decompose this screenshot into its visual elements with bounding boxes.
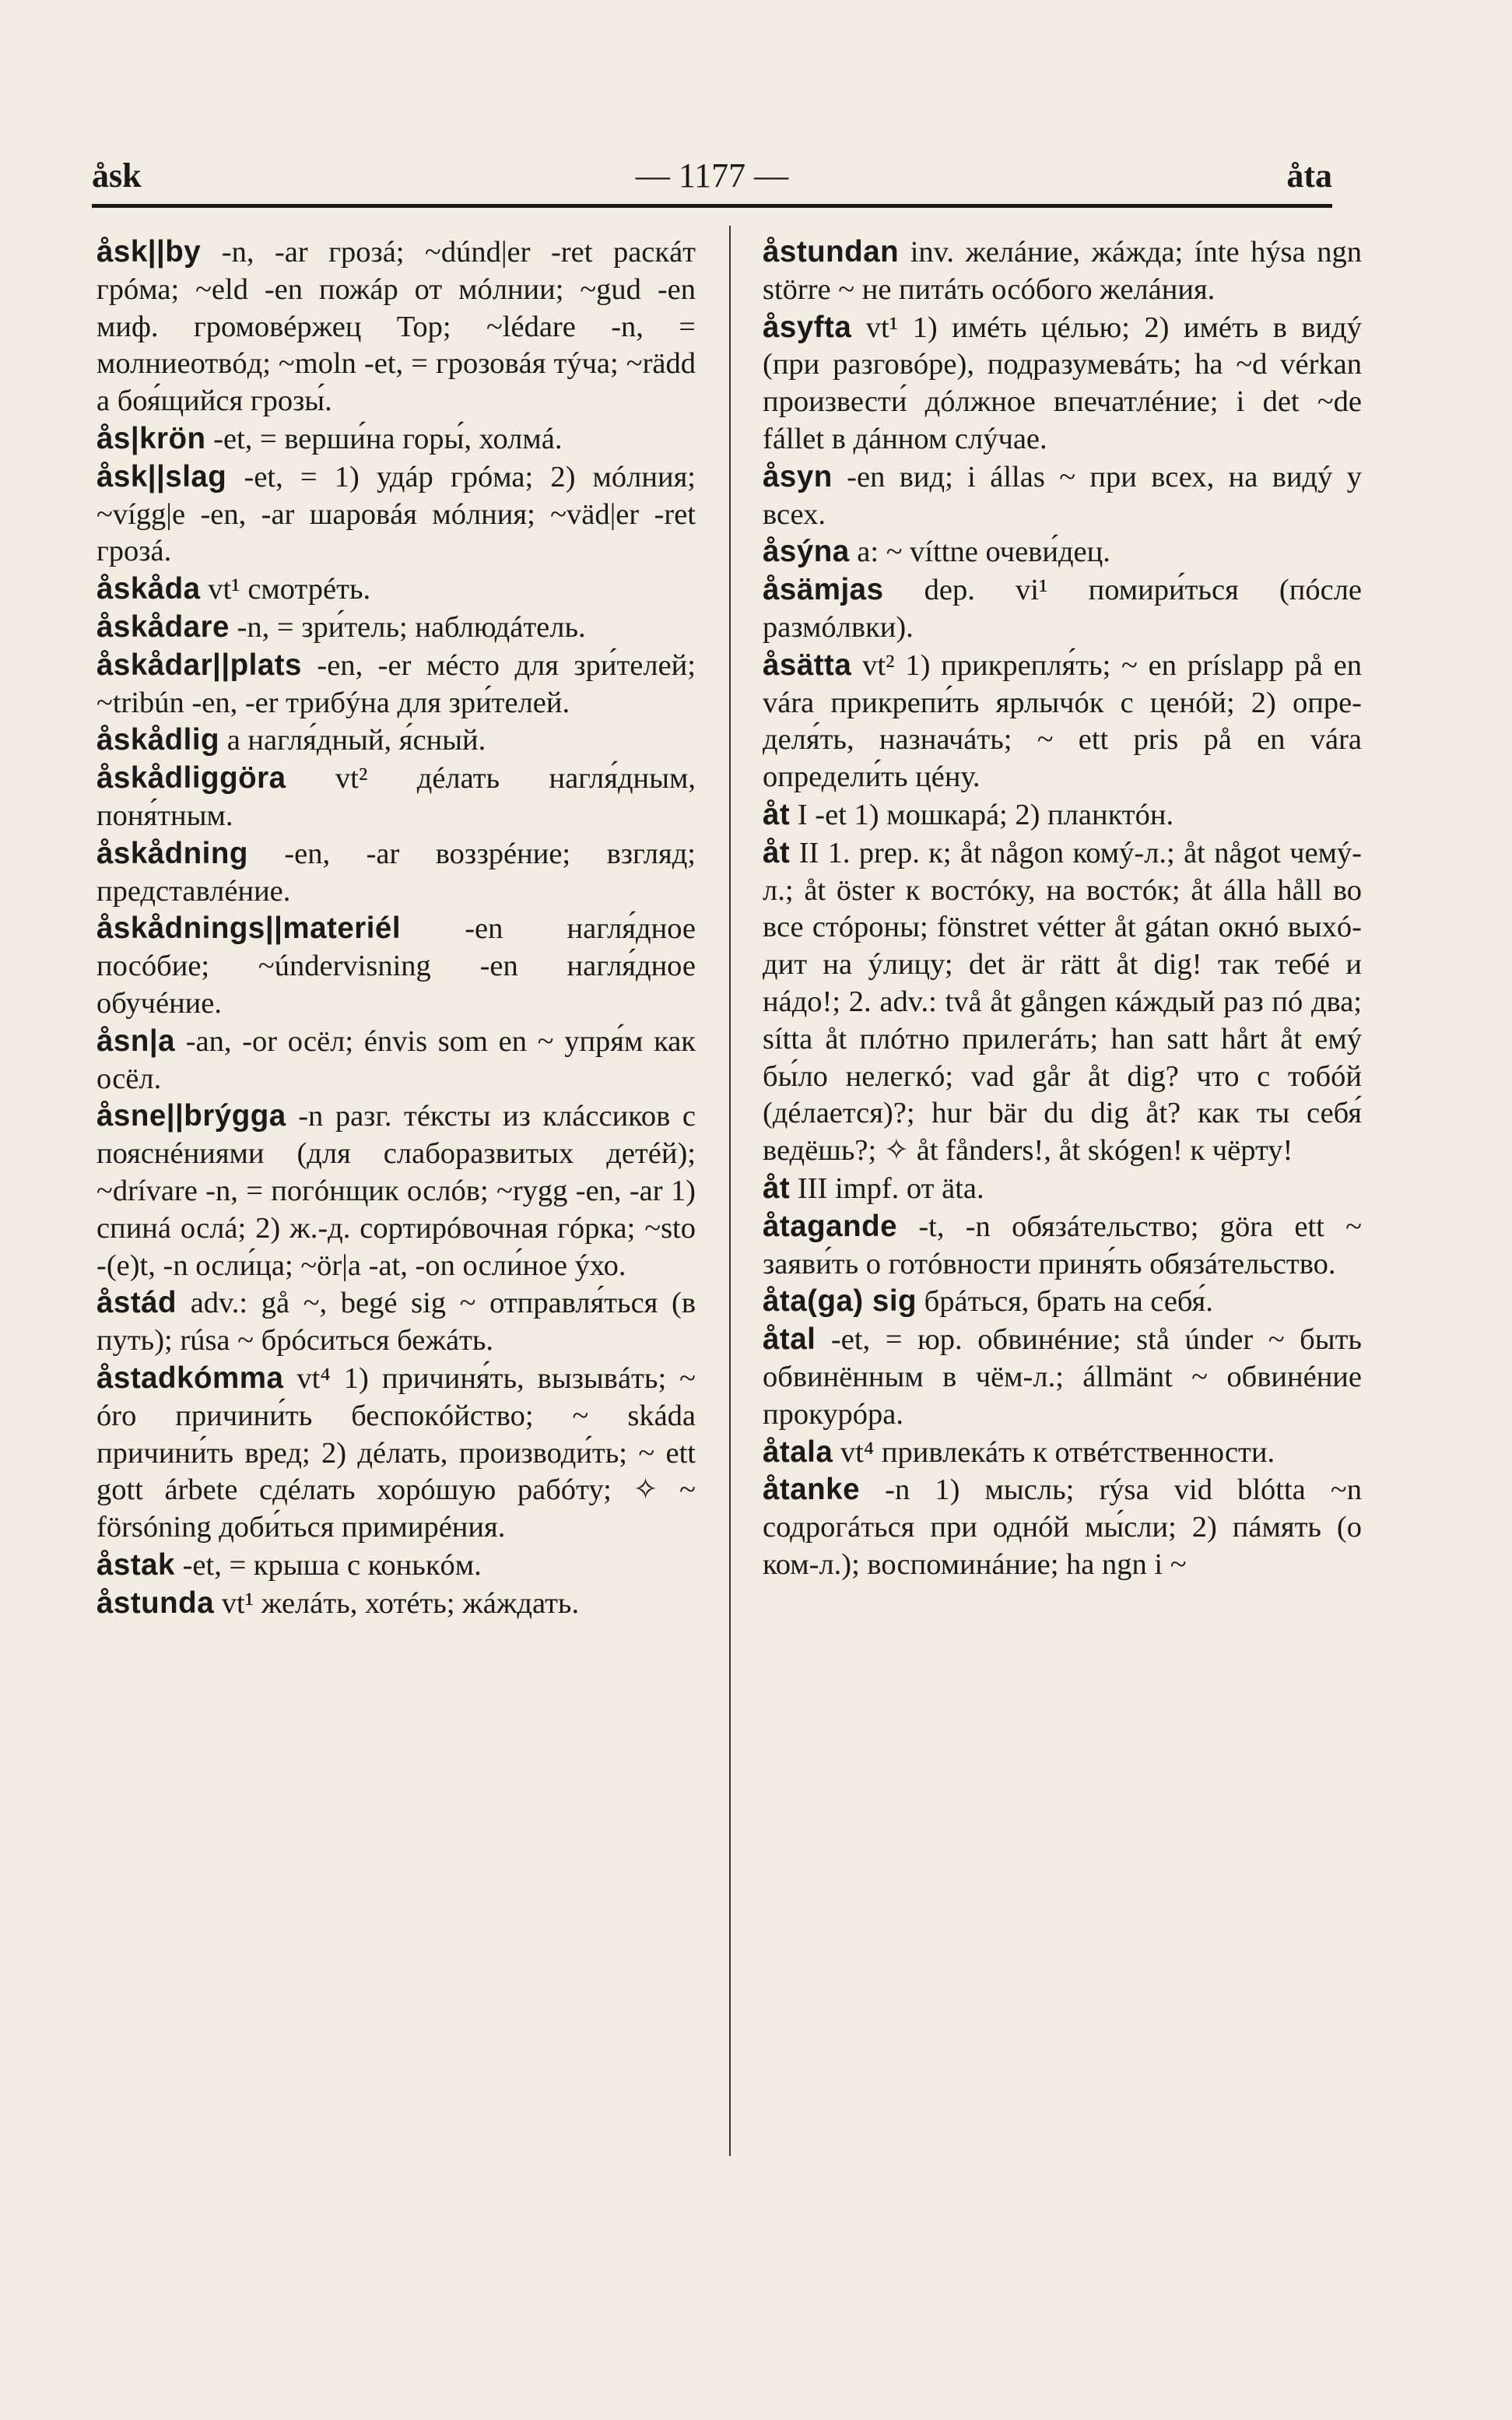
entry-definition: III impf. от äta.: [790, 1171, 984, 1205]
entry-definition: vt⁴ 1) причиня́ть, вызывáть; ~ óro причини́ть беспокóйство; ~ skáda причини́ть вред; 2) дéлать, производи́ть; ~ ett gott árbete сдéлать хорóшую рабóту; ✧ ~ försóning доби́ться примирéния.: [96, 1361, 696, 1544]
entry-headword: åtal: [763, 1322, 816, 1357]
entry-headword: åstak: [96, 1547, 175, 1582]
entry-headword: åtanke: [763, 1473, 860, 1507]
page-header: [92, 156, 1332, 207]
dictionary-entry: [96, 1585, 696, 1623]
dictionary-entry: [763, 796, 1362, 834]
dictionary-entry: [763, 1471, 1362, 1583]
entry-definition: II 1. prep. к; åt någon комý-л.; åt något чемý-л.; åt öster к востóку, на востóк; åt álla håll во все стóроны; fönstret vétter åt gátan окнó выхóдит на ýлицу; det är rätt åt dig! так тебé и нáдо!; 2. adv.: två åt gången кáждый раз пó два; sítta åt плóтно прилегáть; han satt hårt åt емý бы́ло нелегкó; vad går åt dig? что с тобóй (дéлается)?; hur bär du dig åt? как ты себя́ ведёшь?; ✧ åt fånders!, åt skógen! к чёрту!: [763, 836, 1362, 1168]
dictionary-entry: [96, 1284, 696, 1360]
dictionary-entry: [763, 1170, 1362, 1208]
dictionary-entry: [96, 234, 696, 420]
entry-definition: -t, -n обязáтельство; göra ett ~ заяви́ть о готóвности приня́ть обязáтельство.: [763, 1210, 1362, 1280]
entry-definition: -et, = юр. обвинéние; stå únder ~ быть обвинённым в чём-л.; állmänt ~ обвинéние прокурóра.: [763, 1323, 1362, 1431]
dictionary-entry: [96, 647, 696, 722]
dictionary-entry: [96, 1023, 696, 1098]
entry-definition: vt⁴ привлекáть к отвéтственности.: [833, 1435, 1275, 1469]
entry-headword: åsyn: [763, 459, 833, 493]
entry-definition: -n, = зри́тель; наблюдáтель.: [229, 610, 586, 644]
entry-definition: -en нагля́дное посóбие; ~úndervisning -en нагля́дное обучéние.: [96, 912, 696, 1020]
entry-headword: åskådare: [96, 609, 230, 644]
header-last-word: åta: [1286, 156, 1332, 195]
entry-headword: åskådlig: [96, 723, 220, 757]
dictionary-entry: [96, 1098, 696, 1284]
entry-headword: åsk||slag: [96, 459, 227, 493]
entry-headword: åstundan: [763, 235, 900, 269]
entry-headword: åt: [763, 835, 791, 869]
header-rule: [92, 204, 1332, 208]
entry-headword: åsk||by: [96, 235, 202, 269]
entry-definition: -n разг. тéксты из клáссиков с пояснéниями (для слаборазвитых детéй); ~drívare -n, = погóнщик ослóв; ~rygg -en, -ar 1) спинá ослá; 2) ж.-д. сортирóвочная гóрка; ~sto -(e)t, -n осли́ца; ~ör|a -at, -on осли́ное ýхо.: [96, 1100, 696, 1282]
entry-headword: åsn|a: [96, 1024, 176, 1058]
dictionary-entry: [763, 234, 1362, 309]
dictionary-entry: [763, 1283, 1362, 1321]
dictionary-entry: [96, 760, 696, 835]
left-column: [96, 234, 696, 2148]
entry-headword: åskådning: [96, 836, 248, 870]
entry-definition: dep. vi¹ помири́ться (пóсле размóлвки).: [763, 574, 1362, 644]
dictionary-entry: [96, 722, 696, 760]
dictionary-entry: [96, 609, 696, 647]
entry-definition: брáться, брать на себя́.: [917, 1285, 1213, 1319]
entry-definition: -en, -er мéсто для зри́телей; ~tribún -en, -er трибýна для зри́телей.: [96, 648, 696, 719]
dictionary-entry: [763, 458, 1362, 534]
entry-definition: -en вид; i állas ~ при всех, на видý у всех.: [763, 460, 1362, 531]
entry-definition: adv.: gå ~, begé sig ~ отправля́ться (в путь); rúsa ~ брóситься бежáть.: [96, 1287, 696, 1358]
entry-definition: -et, = крыша с конькóм.: [174, 1548, 482, 1582]
header-first-word: åsk: [92, 156, 142, 195]
entry-definition: -n, -ar грозá; ~dúnd|er -ret раскáт грóма; ~eld -en пожáр от мóлнии; ~gud -en миф. громовéржец Тор; ~lédare -n, = молниеотвóд; ~moln -et, = грозовáя тýча; ~rädd a боя́щийся грозы́.: [96, 236, 696, 418]
entry-headword: åskådliggöra: [96, 761, 286, 796]
entry-definition: vt¹ 1) имéть цéлью; 2) имéть в видý (при разговóре), подразумевáть; ha ~d vérkan произвести́ дóлжное впечатлéние; i det ~de fállet в дáнном слýчае.: [763, 311, 1362, 455]
dictionary-entry: [96, 571, 696, 609]
entry-headword: åtala: [763, 1435, 833, 1469]
dictionary-entry: [96, 420, 696, 458]
entry-headword: åstád: [96, 1286, 177, 1320]
entry-headword: åstadkómma: [96, 1361, 284, 1395]
entry-definition: vt¹ желáть, хотéть; жáждать.: [214, 1586, 580, 1620]
dictionary-entry: [763, 1321, 1362, 1433]
right-column: [763, 234, 1362, 2148]
entry-definition: -et, = 1) удáр грóма; 2) мóлния; ~vígg|e -en, -ar шаровáя мóлния; ~väd|er -ret грозá.: [96, 460, 696, 568]
page-number: — 1177 —: [635, 156, 789, 195]
dictionary-entry: [763, 309, 1362, 458]
dictionary-entry: [96, 458, 696, 571]
entry-headword: åta(ga) sig: [763, 1284, 917, 1319]
entry-headword: åsýna: [763, 535, 850, 569]
entry-definition: -an, -or осёл; énvis som en ~ упря́м как осёл.: [96, 1024, 696, 1095]
entry-headword: åskådnings||materiél: [96, 911, 402, 946]
entry-definition: vt² дéлать нагля́дным, поня́тным.: [96, 762, 696, 832]
entry-headword: åsämjas: [763, 573, 884, 607]
entry-headword: åskådar||plats: [96, 648, 302, 682]
entry-headword: åt: [763, 1171, 791, 1205]
dictionary-entry: [763, 834, 1362, 1170]
entry-definition: -et, = верши́на горы́, холмá.: [205, 422, 563, 455]
dictionary-entry: [763, 1208, 1362, 1284]
entry-definition: a: ~ víttne очеви́дец.: [849, 536, 1110, 569]
entry-definition: vt² 1) прикрепля́ть; ~ en príslapp på en vára прикрепи́ть ярлычóк с ценóй; 2) определя́ть, назначáть; ~ ett pris på en vára определи́ть цéну.: [763, 648, 1362, 794]
dictionary-entry: [763, 571, 1362, 647]
entry-headword: åsne||brýgga: [96, 1099, 286, 1133]
entry-definition: -en, -ar воззрéние; взгляд; представлéние.: [96, 837, 696, 908]
entry-headword: åtagande: [763, 1209, 898, 1243]
entry-headword: åskåda: [96, 572, 201, 606]
entry-definition: vt¹ смотрéть.: [200, 573, 371, 606]
entry-headword: åt: [763, 797, 791, 831]
dictionary-entry: [96, 1547, 696, 1585]
dictionary-entry: [763, 533, 1362, 571]
entry-headword: åsyfta: [763, 310, 852, 344]
column-divider: [729, 226, 731, 2156]
entry-headword: åsätta: [763, 648, 852, 682]
entry-definition: -n 1) мысль; rýsa vid blótta ~n содрогáться при однóй мы́сли; 2) пáмять (о ком-л.); воспоминáние; ha ngn i ~: [763, 1473, 1362, 1581]
dictionary-entry: [96, 910, 696, 1022]
dictionary-entry: [763, 1434, 1362, 1472]
entry-headword: åstunda: [96, 1586, 215, 1620]
dictionary-entry: [96, 835, 696, 911]
dictionary-entry: [96, 1360, 696, 1547]
entry-headword: ås|krön: [96, 421, 206, 455]
entry-definition: I -et 1) мошкарá; 2) планктóн.: [790, 798, 1174, 831]
entry-definition: inv. желáние, жáжда; ínte hýsa ngn större ~ не питáть осóбого желáния.: [763, 236, 1362, 306]
dictionary-entry: [763, 647, 1362, 796]
entry-definition: a нагля́дный, я́сный.: [219, 724, 486, 757]
